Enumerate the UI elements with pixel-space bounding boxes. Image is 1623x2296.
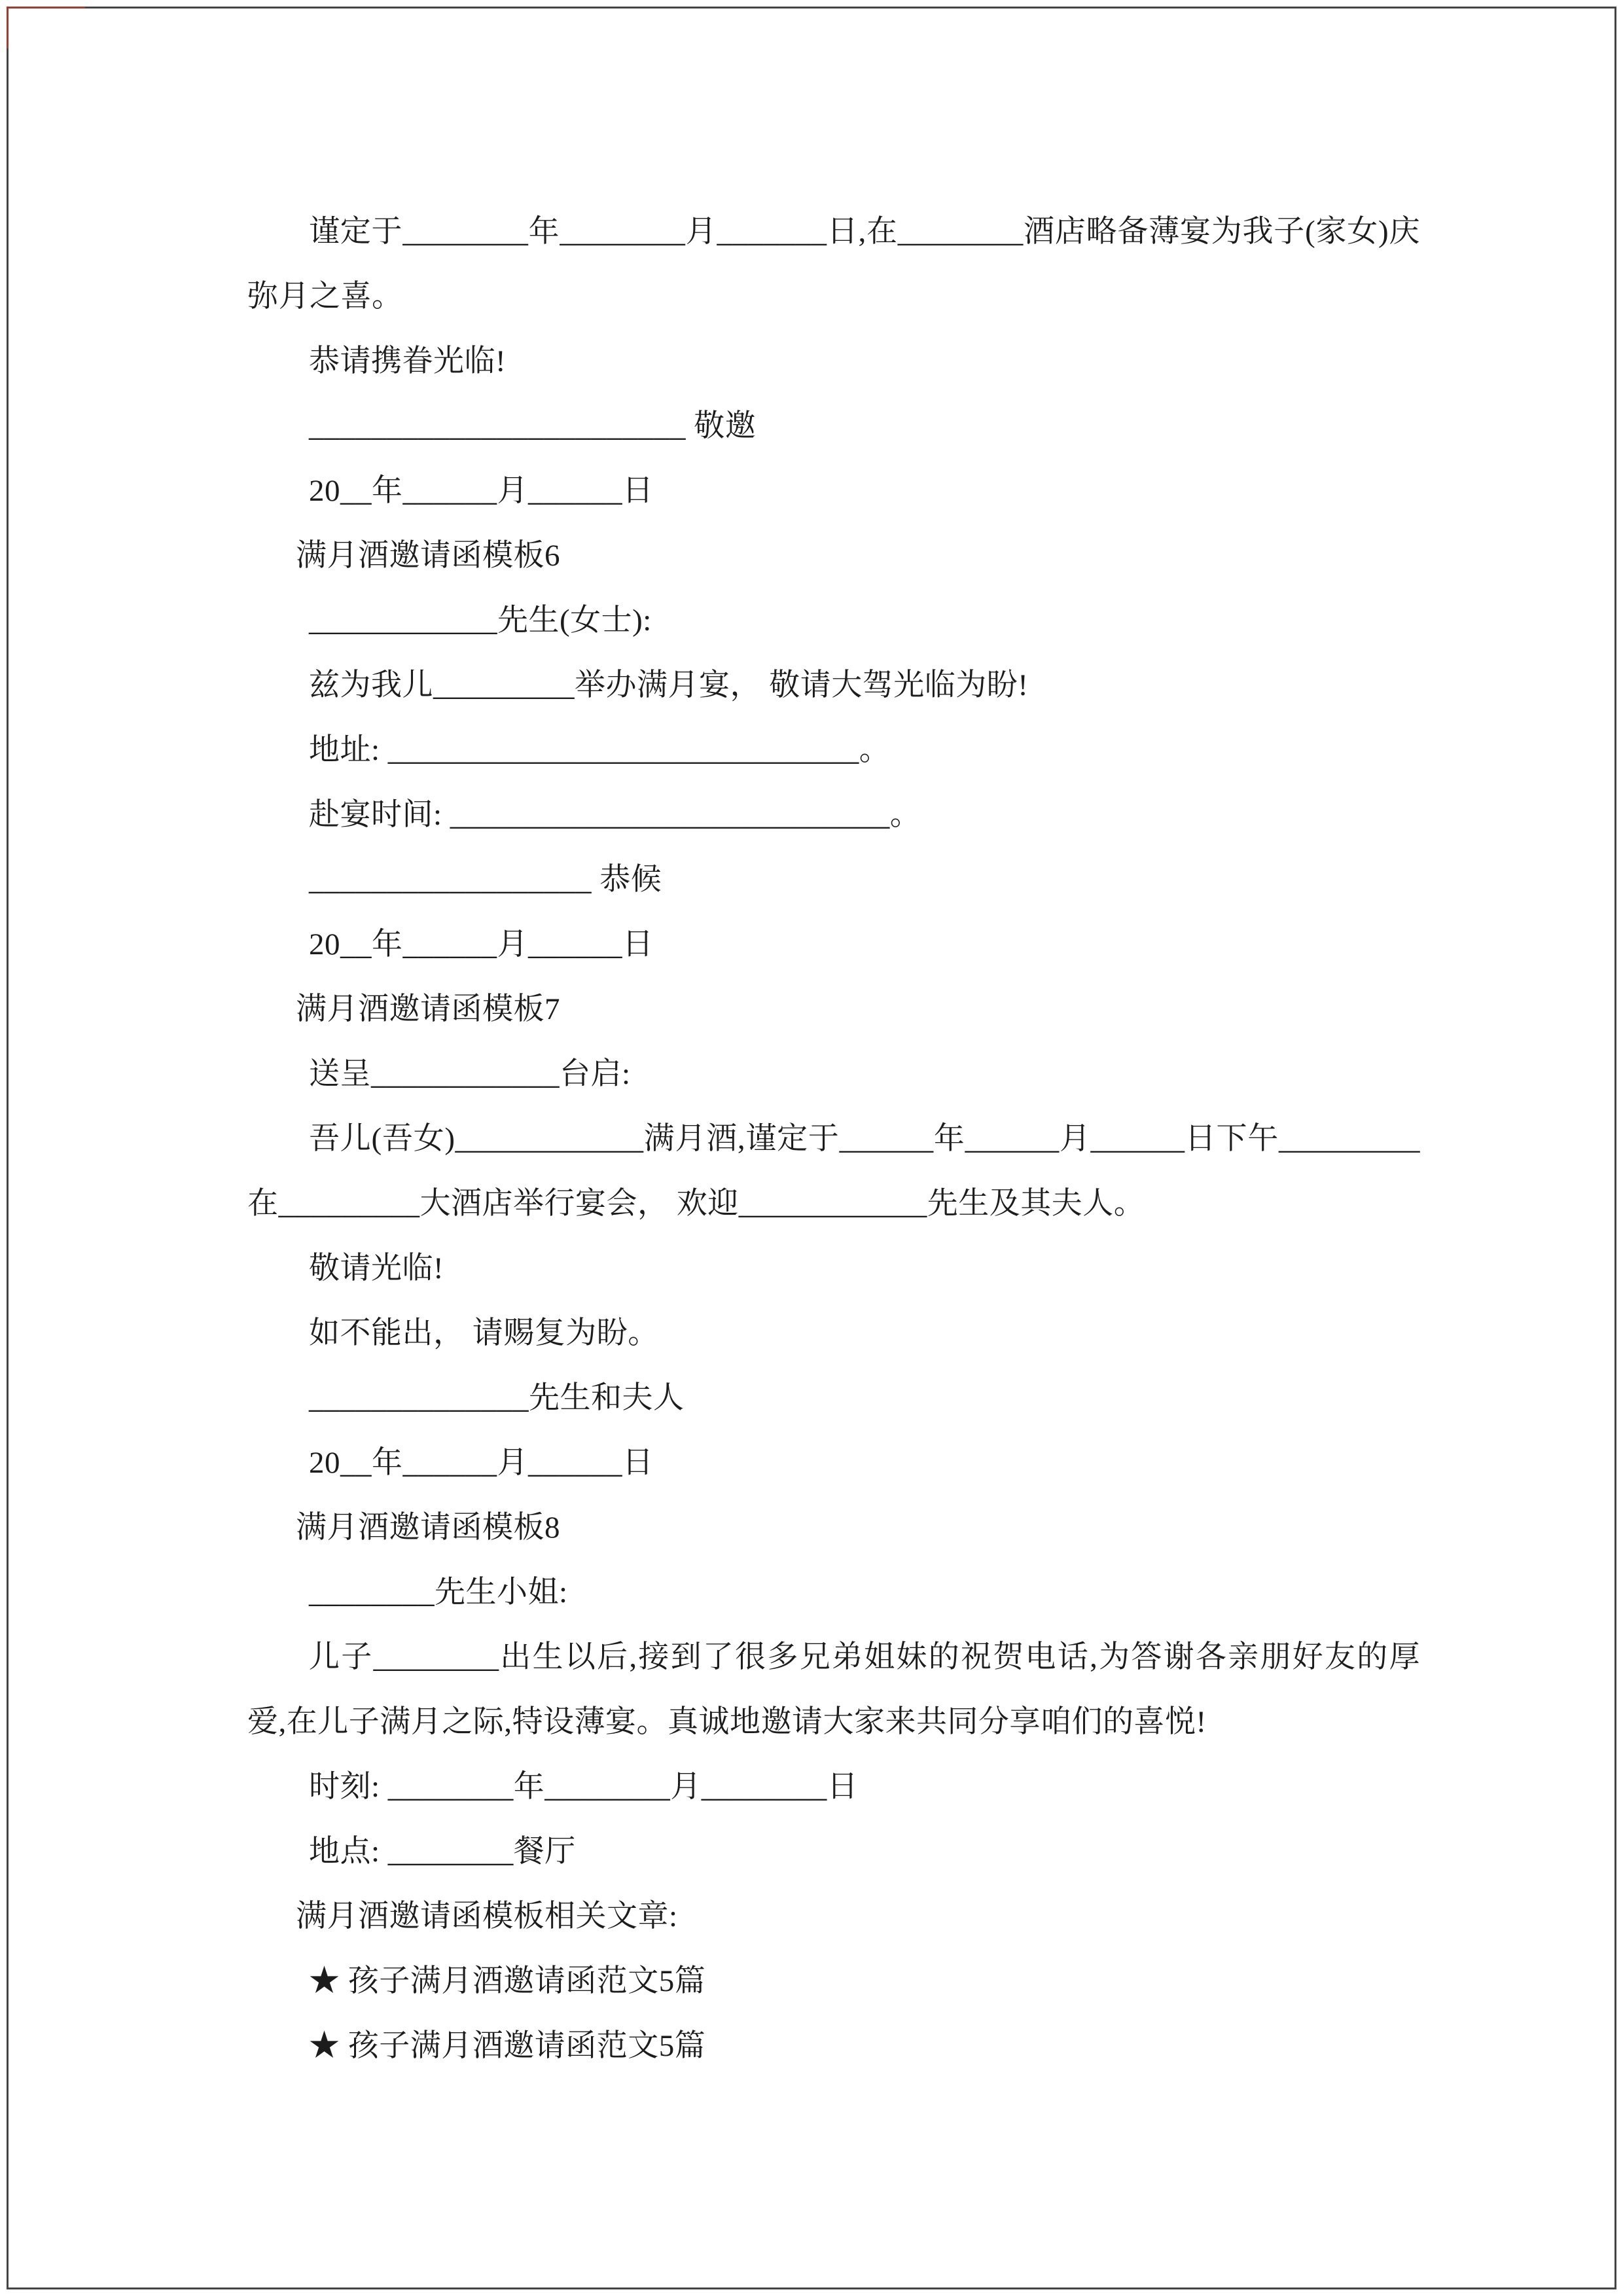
paragraph: 20__年______月______日 <box>309 474 654 508</box>
paragraph: 兹为我儿_________举办满月宴， 敬请大驾光临为盼! <box>309 668 1029 702</box>
paragraph: 儿子________出生以后,接到了很多兄弟姐妹的祝贺电话,为答谢各亲朋好友的厚爱,在儿子满月之际,特设薄宴。真诚地邀请大家来共同分享咱们的喜悦! <box>247 1640 1420 1739</box>
paragraph: 20__年______月______日 <box>309 927 654 961</box>
paragraph: ____________先生(女士): <box>309 603 652 637</box>
paragraph: 吾儿(吾女)____________满月酒,谨定于______年______月______日下午_________在_________大酒店举行宴会， 欢迎____________先生及其夫人。 <box>247 1122 1420 1221</box>
paragraph: 赴宴时间: ____________________________。 <box>309 798 921 832</box>
paragraph: 20__年______月______日 <box>309 1446 654 1480</box>
section-heading: 满月酒邀请函模板7 <box>296 992 560 1026</box>
paragraph: 送呈____________台启: <box>309 1057 631 1091</box>
section-heading: 满月酒邀请函模板相关文章: <box>296 1899 678 1933</box>
section-heading: 满月酒邀请函模板8 <box>296 1511 560 1545</box>
section-heading: 满月酒邀请函模板6 <box>296 539 560 573</box>
paragraph: 时刻: ________年________月________日 <box>309 1770 859 1804</box>
bullet-item: ★ 孩子满月酒邀请函范文5篇 <box>309 2029 706 2063</box>
corner-artifact <box>7 7 85 9</box>
paragraph: ______________先生和夫人 <box>309 1381 685 1415</box>
paragraph: 恭请携眷光临! <box>309 344 507 378</box>
paragraph: 敬请光临! <box>309 1251 444 1285</box>
paragraph: ________先生小姐: <box>309 1575 568 1609</box>
bullet-item: ★ 孩子满月酒邀请函范文5篇 <box>309 1964 706 1998</box>
paragraph: 地址: ______________________________。 <box>309 733 891 767</box>
document-body <box>247 200 1420 2079</box>
paragraph: __________________ 恭候 <box>309 863 662 897</box>
paragraph: 如不能出， 请赐复为盼。 <box>309 1316 659 1350</box>
corner-artifact <box>7 7 9 48</box>
paragraph: ________________________ 敬邀 <box>309 409 757 443</box>
paragraph: 地点: ________餐厅 <box>309 1835 576 1869</box>
paragraph: 谨定于________年________月_______日,在________酒店略备薄宴为我子(家女)庆弥月之喜。 <box>247 215 1420 314</box>
